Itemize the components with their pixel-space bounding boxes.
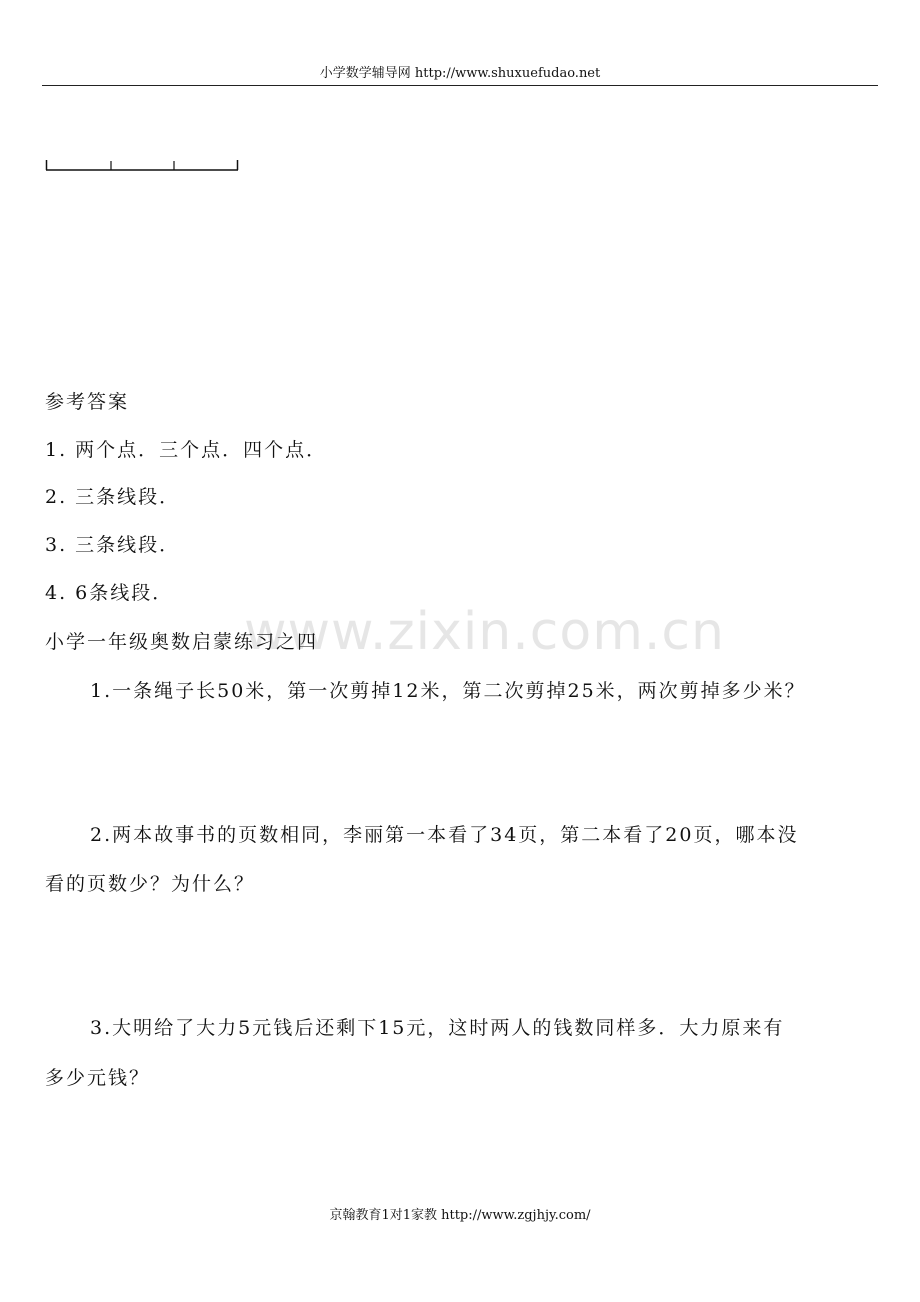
answer-item: 4. 6条线段． bbox=[45, 582, 174, 604]
question-2-line-1: 2.两本故事书的页数相同，李丽第一本看了34页，第二本看了20页，哪本没 bbox=[90, 824, 799, 846]
line-segment-figure bbox=[45, 157, 241, 173]
answer-item: 2. 三条线段． bbox=[45, 486, 181, 508]
page-footer: 京翰教育1对1家教 http://www.zgjhjy.com/ bbox=[329, 1208, 591, 1223]
answer-item: 3. 三条线段． bbox=[45, 534, 181, 556]
page-header: 小学数学辅导网 http://www.shuxuefudao.net bbox=[319, 66, 601, 81]
header-rule bbox=[42, 85, 878, 86]
answers-title: 参考答案 bbox=[45, 391, 130, 413]
exercise-title: 小学一年级奥数启蒙练习之四 bbox=[45, 631, 319, 653]
answer-item: 1. 两个点．三个点．四个点． bbox=[45, 439, 328, 461]
question-3-line-2: 多少元钱？ bbox=[45, 1067, 151, 1089]
watermark: www.zixin.com.cn bbox=[244, 602, 725, 662]
question-3-line-1: 3.大明给了大力5元钱后还剩下15元，这时两人的钱数同样多．大力原来有 bbox=[90, 1017, 785, 1039]
question-1: 1.一条绳子长50米，第一次剪掉12米，第二次剪掉25米，两次剪掉多少米？ bbox=[90, 680, 806, 702]
question-2-line-2: 看的页数少？为什么？ bbox=[45, 873, 256, 895]
